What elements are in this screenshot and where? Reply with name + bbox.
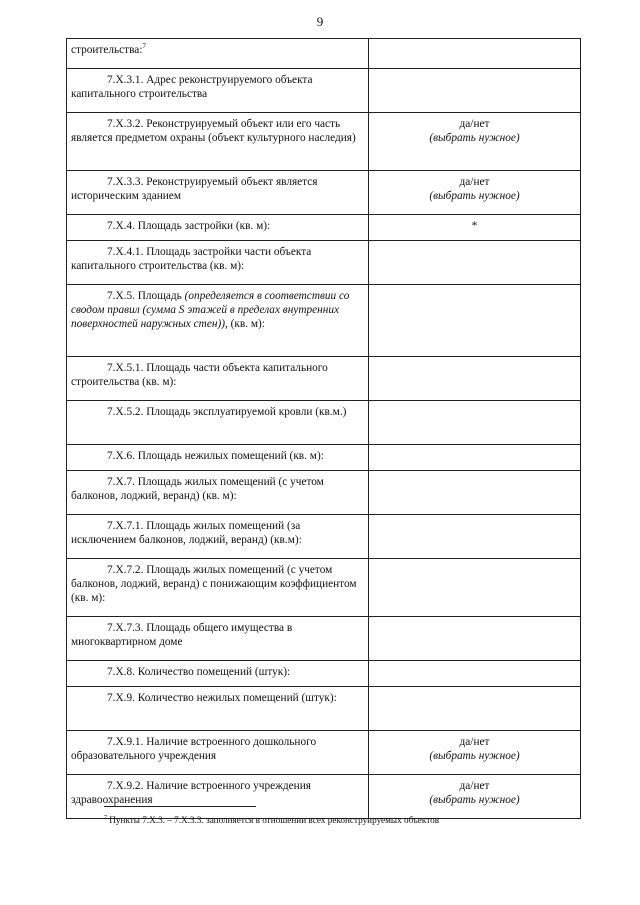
table-row [67, 401, 581, 445]
row-label [67, 215, 369, 241]
row-label-text: 7.Х.3.3. Реконструируемый объект является историческим зданием [71, 176, 318, 202]
row-value: да/нет [459, 736, 490, 748]
footnote [104, 814, 584, 826]
row-value-cell[interactable] [369, 617, 581, 661]
row-label [67, 39, 369, 69]
row-value-note: (выбрать нужное) [429, 750, 520, 762]
row-value: да/нет [459, 176, 490, 188]
table-row [67, 69, 581, 113]
row-label-italic: (определяется в соответствии со сводом правил (сумма S этажей в пределах внутренних поверхностей наружных стен)) [71, 290, 350, 330]
row-label [67, 113, 369, 171]
row-label-text: 7.Х.8. Количество помещений (штук): [107, 666, 291, 678]
row-label-text: 7.Х.9.1. Наличие встроенного дошкольного образовательного учреждения [71, 736, 317, 762]
row-label-text: 7.Х.5. Площадь [107, 290, 185, 302]
row-label [67, 285, 369, 357]
row-value-cell[interactable] [369, 39, 581, 69]
row-label [67, 241, 369, 285]
page-number: 9 [316, 14, 324, 29]
row-label [67, 559, 369, 617]
table-row [67, 215, 581, 241]
table-row [67, 687, 581, 731]
row-value-note: (выбрать нужное) [429, 132, 520, 144]
table-row [67, 775, 581, 819]
row-value: да/нет [459, 780, 490, 792]
table-row [67, 171, 581, 215]
row-value-cell[interactable] [369, 731, 581, 775]
row-label-text: 7.Х.3.2. Реконструируемый объект или его часть является предметом охраны (объект культурного наследия) [71, 118, 356, 144]
row-value-cell[interactable] [369, 775, 581, 819]
row-label-suffix: , (кв. м): [224, 318, 265, 330]
table-row [67, 39, 581, 69]
row-label [67, 471, 369, 515]
row-label-text: строительства: [71, 44, 143, 56]
row-value-cell[interactable] [369, 285, 581, 357]
row-label [67, 445, 369, 471]
row-value: * [471, 220, 478, 232]
row-label-text: 7.Х.3.1. Адрес реконструируемого объекта капитального строительства [71, 74, 313, 100]
form-table-body [67, 39, 581, 819]
table-row [67, 113, 581, 171]
row-value: да/нет [459, 118, 490, 130]
table-row [67, 661, 581, 687]
row-value-cell[interactable] [369, 559, 581, 617]
table-row [67, 731, 581, 775]
row-value-cell[interactable] [369, 401, 581, 445]
table-row [67, 515, 581, 559]
row-label-text: 7.Х.4. Площадь застройки (кв. м): [107, 220, 271, 232]
row-label [67, 401, 369, 445]
row-label [67, 357, 369, 401]
row-value-cell[interactable] [369, 357, 581, 401]
row-value-cell[interactable] [369, 661, 581, 687]
row-label [67, 69, 369, 113]
row-label [67, 661, 369, 687]
row-label [67, 731, 369, 775]
table-row [67, 285, 581, 357]
row-label-text: 7.Х.5.2. Площадь эксплуатируемой кровли (кв.м.) [107, 406, 347, 418]
footnote-mark: 7 [104, 814, 107, 821]
table-row [67, 445, 581, 471]
row-label-text: 7.Х.9. Количество нежилых помещений (штук): [107, 692, 337, 704]
row-label-text: 7.Х.7.1. Площадь жилых помещений (за исключением балконов, лоджий, веранд) (кв.м): [71, 520, 302, 546]
row-label [67, 515, 369, 559]
footnote-text: Пункты 7.Х.3. – 7.Х.3.3. заполняется в отношении всех реконструируемых объектов [107, 815, 440, 825]
row-label-text: 7.Х.9.2. Наличие встроенного учреждения здравоохранения [71, 780, 311, 806]
row-value-note: (выбрать нужное) [429, 794, 520, 806]
row-value-cell[interactable] [369, 445, 581, 471]
table-row [67, 559, 581, 617]
row-label-text: 7.Х.6. Площадь нежилых помещений (кв. м): [107, 450, 324, 462]
footnote-reference: 7 [142, 42, 146, 51]
table-row [67, 241, 581, 285]
row-value-cell[interactable] [369, 215, 581, 241]
row-label [67, 617, 369, 661]
row-label-text: 7.Х.4.1. Площадь застройки части объекта капитального строительства (кв. м): [71, 246, 312, 272]
row-label-text: 7.Х.5.1. Площадь части объекта капитального строительства (кв. м): [71, 362, 328, 388]
table-row [67, 357, 581, 401]
row-value-cell[interactable] [369, 113, 581, 171]
row-value-cell[interactable] [369, 241, 581, 285]
table-row [67, 617, 581, 661]
row-label-text: 7.Х.7. Площадь жилых помещений (с учетом балконов, лоджий, веранд) (кв. м): [71, 476, 324, 502]
footnote-divider [104, 806, 256, 807]
form-table [66, 38, 581, 819]
row-label [67, 171, 369, 215]
row-value-cell[interactable] [369, 687, 581, 731]
row-value-note: (выбрать нужное) [429, 190, 520, 202]
row-value-cell[interactable] [369, 171, 581, 215]
row-label-text: 7.Х.7.2. Площадь жилых помещений (с учетом балконов, лоджий, веранд) с понижающим коэффициентом (кв. м): [71, 564, 357, 604]
row-label [67, 775, 369, 819]
row-value-cell[interactable] [369, 471, 581, 515]
row-value-cell[interactable] [369, 515, 581, 559]
table-row [67, 471, 581, 515]
row-value-cell[interactable] [369, 69, 581, 113]
row-label [67, 687, 369, 731]
row-label-text: 7.Х.7.3. Площадь общего имущества в многоквартирном доме [71, 622, 293, 648]
